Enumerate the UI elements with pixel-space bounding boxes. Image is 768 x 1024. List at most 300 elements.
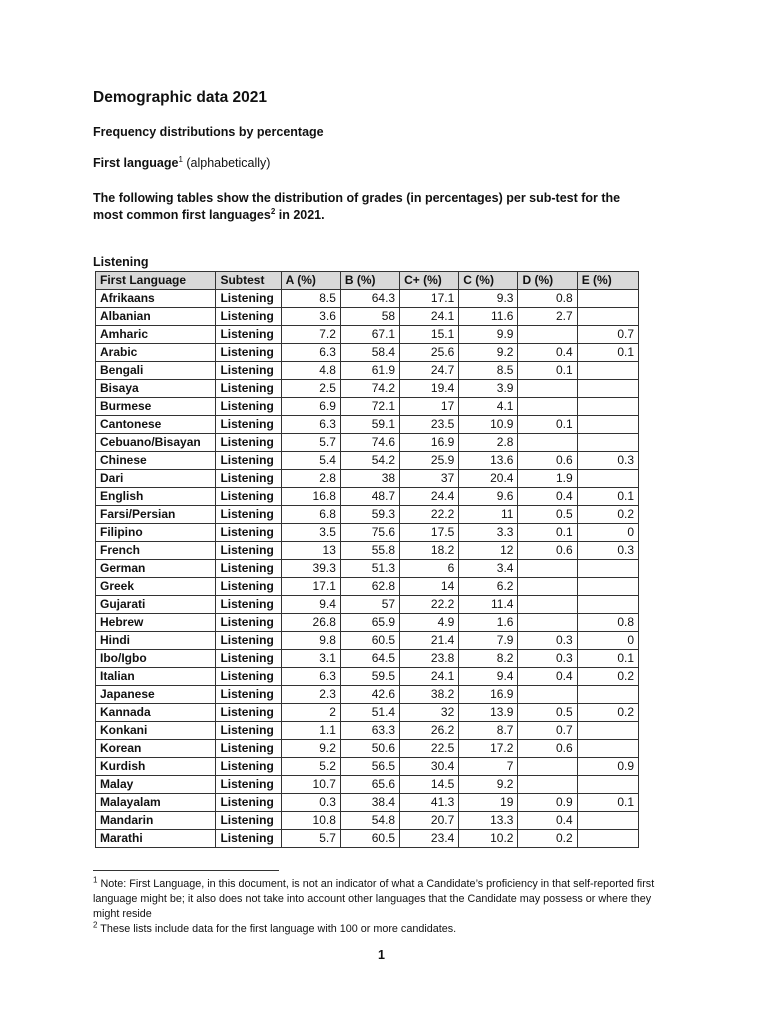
- percentage-cell: [518, 686, 577, 704]
- subtest-cell: Listening: [216, 308, 281, 326]
- percentage-cell: 59.5: [340, 668, 399, 686]
- percentage-cell: [577, 812, 638, 830]
- intro-text-a: The following tables show the distribution of grades (in percentages) per sub-test for the most common first languages: [93, 191, 621, 222]
- percentage-cell: 6: [400, 560, 459, 578]
- percentage-cell: [577, 434, 638, 452]
- percentage-cell: 17.2: [459, 740, 518, 758]
- percentage-cell: 7.9: [459, 632, 518, 650]
- percentage-cell: 3.5: [281, 524, 340, 542]
- percentage-cell: [577, 578, 638, 596]
- footnote-ref-1: 1: [178, 154, 183, 164]
- percentage-cell: 1.9: [518, 470, 577, 488]
- table-row: [96, 596, 639, 614]
- language-cell: German: [96, 560, 216, 578]
- percentage-cell: 20.7: [400, 812, 459, 830]
- percentage-cell: 42.6: [340, 686, 399, 704]
- subtest-cell: Listening: [216, 812, 281, 830]
- percentage-cell: 58: [340, 308, 399, 326]
- percentage-cell: [577, 740, 638, 758]
- column-header: E (%): [577, 272, 638, 290]
- percentage-cell: 9.3: [459, 290, 518, 308]
- table-row: [96, 740, 639, 758]
- column-header: First Language: [96, 272, 216, 290]
- subtest-cell: Listening: [216, 704, 281, 722]
- percentage-cell: 23.4: [400, 830, 459, 848]
- percentage-cell: [577, 470, 638, 488]
- percentage-cell: 0.1: [518, 416, 577, 434]
- percentage-cell: [518, 776, 577, 794]
- percentage-cell: 0.1: [518, 524, 577, 542]
- percentage-cell: [577, 776, 638, 794]
- percentage-cell: 38.2: [400, 686, 459, 704]
- subtest-cell: Listening: [216, 650, 281, 668]
- subtest-cell: Listening: [216, 398, 281, 416]
- percentage-cell: 26.2: [400, 722, 459, 740]
- percentage-cell: 51.4: [340, 704, 399, 722]
- subtest-cell: Listening: [216, 434, 281, 452]
- percentage-cell: 38: [340, 470, 399, 488]
- table-row: [96, 614, 639, 632]
- subtest-cell: Listening: [216, 506, 281, 524]
- percentage-cell: [577, 380, 638, 398]
- percentage-cell: 0.6: [518, 740, 577, 758]
- subtest-cell: Listening: [216, 578, 281, 596]
- language-cell: French: [96, 542, 216, 560]
- percentage-cell: 2: [281, 704, 340, 722]
- subtest-cell: Listening: [216, 560, 281, 578]
- percentage-cell: 25.9: [400, 452, 459, 470]
- percentage-cell: 1.6: [459, 614, 518, 632]
- language-cell: Chinese: [96, 452, 216, 470]
- footnote-2-text: These lists include data for the first language with 100 or more candidates.: [97, 923, 457, 935]
- percentage-cell: 51.3: [340, 560, 399, 578]
- percentage-cell: [518, 596, 577, 614]
- percentage-cell: 0.1: [577, 794, 638, 812]
- language-cell: Kannada: [96, 704, 216, 722]
- language-cell: Malayalam: [96, 794, 216, 812]
- language-cell: Konkani: [96, 722, 216, 740]
- percentage-cell: 2.5: [281, 380, 340, 398]
- table-row: [96, 776, 639, 794]
- grade-distribution-table: [95, 271, 639, 848]
- percentage-cell: [577, 362, 638, 380]
- percentage-cell: 25.6: [400, 344, 459, 362]
- table-row: [96, 668, 639, 686]
- subtest-cell: Listening: [216, 488, 281, 506]
- first-language-suffix: (alphabetically): [182, 156, 271, 170]
- percentage-cell: 67.1: [340, 326, 399, 344]
- percentage-cell: 13.9: [459, 704, 518, 722]
- table-row: [96, 362, 639, 380]
- percentage-cell: [518, 326, 577, 344]
- percentage-cell: 62.8: [340, 578, 399, 596]
- subtest-cell: Listening: [216, 776, 281, 794]
- table-row: [96, 416, 639, 434]
- percentage-cell: 19.4: [400, 380, 459, 398]
- percentage-cell: 9.4: [281, 596, 340, 614]
- percentage-cell: 8.5: [281, 290, 340, 308]
- subtest-cell: Listening: [216, 614, 281, 632]
- percentage-cell: 3.1: [281, 650, 340, 668]
- percentage-cell: 50.6: [340, 740, 399, 758]
- percentage-cell: 64.5: [340, 650, 399, 668]
- percentage-cell: 3.3: [459, 524, 518, 542]
- percentage-cell: 60.5: [340, 830, 399, 848]
- subtest-cell: Listening: [216, 290, 281, 308]
- table-row: [96, 524, 639, 542]
- first-language-label: First language: [93, 156, 179, 170]
- language-cell: Gujarati: [96, 596, 216, 614]
- percentage-cell: 11.6: [459, 308, 518, 326]
- percentage-cell: 0.2: [577, 704, 638, 722]
- percentage-cell: 38.4: [340, 794, 399, 812]
- subtest-cell: Listening: [216, 596, 281, 614]
- table-row: [96, 704, 639, 722]
- table-row: [96, 470, 639, 488]
- percentage-cell: [577, 416, 638, 434]
- table-row: [96, 344, 639, 362]
- subtest-cell: Listening: [216, 344, 281, 362]
- language-cell: Mandarin: [96, 812, 216, 830]
- percentage-cell: 0.5: [518, 704, 577, 722]
- percentage-cell: 26.8: [281, 614, 340, 632]
- column-header: C (%): [459, 272, 518, 290]
- percentage-cell: 63.3: [340, 722, 399, 740]
- percentage-cell: 13.6: [459, 452, 518, 470]
- percentage-cell: 0.3: [577, 452, 638, 470]
- language-cell: Marathi: [96, 830, 216, 848]
- percentage-cell: [577, 830, 638, 848]
- percentage-cell: 22.2: [400, 596, 459, 614]
- percentage-cell: 0.2: [577, 668, 638, 686]
- percentage-cell: 8.7: [459, 722, 518, 740]
- percentage-cell: 0.1: [577, 344, 638, 362]
- table-row: [96, 398, 639, 416]
- percentage-cell: 6.9: [281, 398, 340, 416]
- percentage-cell: 6.8: [281, 506, 340, 524]
- percentage-cell: 14: [400, 578, 459, 596]
- percentage-cell: 17.1: [281, 578, 340, 596]
- percentage-cell: 11.4: [459, 596, 518, 614]
- percentage-cell: 10.7: [281, 776, 340, 794]
- footnote-ref-2: 2: [270, 206, 276, 216]
- table-body: [96, 290, 639, 848]
- percentage-cell: 0.7: [577, 326, 638, 344]
- table-row: [96, 380, 639, 398]
- percentage-cell: 19: [459, 794, 518, 812]
- percentage-cell: 0.9: [577, 758, 638, 776]
- percentage-cell: 9.2: [281, 740, 340, 758]
- percentage-cell: [577, 560, 638, 578]
- percentage-cell: 4.8: [281, 362, 340, 380]
- percentage-cell: 57: [340, 596, 399, 614]
- subtest-cell: Listening: [216, 722, 281, 740]
- page-title: Demographic data 2021: [93, 89, 268, 106]
- percentage-cell: 9.2: [459, 344, 518, 362]
- footnote-divider: [93, 870, 279, 871]
- footnote-1: [93, 877, 673, 922]
- percentage-cell: 2.8: [281, 470, 340, 488]
- percentage-cell: 0.9: [518, 794, 577, 812]
- percentage-cell: 22.5: [400, 740, 459, 758]
- language-cell: Greek: [96, 578, 216, 596]
- subtest-cell: Listening: [216, 452, 281, 470]
- percentage-cell: 22.2: [400, 506, 459, 524]
- table-row: [96, 434, 639, 452]
- percentage-cell: 2.7: [518, 308, 577, 326]
- percentage-cell: 8.5: [459, 362, 518, 380]
- percentage-cell: 1.1: [281, 722, 340, 740]
- table-row: [96, 794, 639, 812]
- percentage-cell: [577, 398, 638, 416]
- column-header: D (%): [518, 272, 577, 290]
- subtest-cell: Listening: [216, 524, 281, 542]
- percentage-cell: 61.9: [340, 362, 399, 380]
- percentage-cell: 12: [459, 542, 518, 560]
- percentage-cell: 0.3: [281, 794, 340, 812]
- percentage-cell: 9.9: [459, 326, 518, 344]
- language-cell: Bengali: [96, 362, 216, 380]
- percentage-cell: 7: [459, 758, 518, 776]
- percentage-cell: [518, 614, 577, 632]
- percentage-cell: 0.4: [518, 668, 577, 686]
- percentage-cell: [518, 758, 577, 776]
- percentage-cell: 0.7: [518, 722, 577, 740]
- language-cell: Italian: [96, 668, 216, 686]
- column-header: Subtest: [216, 272, 281, 290]
- language-cell: English: [96, 488, 216, 506]
- table-row: [96, 650, 639, 668]
- percentage-cell: 5.7: [281, 830, 340, 848]
- subtest-cell: Listening: [216, 326, 281, 344]
- language-cell: Ibo/Igbo: [96, 650, 216, 668]
- percentage-cell: 48.7: [340, 488, 399, 506]
- percentage-cell: 0.2: [518, 830, 577, 848]
- language-cell: Filipino: [96, 524, 216, 542]
- language-cell: Japanese: [96, 686, 216, 704]
- language-cell: Hebrew: [96, 614, 216, 632]
- percentage-cell: [577, 290, 638, 308]
- percentage-cell: 0.5: [518, 506, 577, 524]
- subtest-cell: Listening: [216, 830, 281, 848]
- table-row: [96, 488, 639, 506]
- percentage-cell: 13: [281, 542, 340, 560]
- column-header: B (%): [340, 272, 399, 290]
- percentage-cell: 0.6: [518, 542, 577, 560]
- percentage-cell: 3.9: [459, 380, 518, 398]
- percentage-cell: 0.1: [518, 362, 577, 380]
- percentage-cell: 75.6: [340, 524, 399, 542]
- percentage-cell: 41.3: [400, 794, 459, 812]
- footnotes: [93, 877, 673, 937]
- percentage-cell: 54.2: [340, 452, 399, 470]
- percentage-cell: 8.2: [459, 650, 518, 668]
- percentage-cell: 0.3: [577, 542, 638, 560]
- language-cell: Dari: [96, 470, 216, 488]
- percentage-cell: 2.3: [281, 686, 340, 704]
- percentage-cell: 65.6: [340, 776, 399, 794]
- table-row: [96, 686, 639, 704]
- footnote-1-marker: 1: [93, 875, 98, 885]
- percentage-cell: 4.1: [459, 398, 518, 416]
- percentage-cell: 30.4: [400, 758, 459, 776]
- table-row: [96, 308, 639, 326]
- percentage-cell: 65.9: [340, 614, 399, 632]
- language-cell: Burmese: [96, 398, 216, 416]
- percentage-cell: 13.3: [459, 812, 518, 830]
- table-row: [96, 452, 639, 470]
- percentage-cell: 6.3: [281, 416, 340, 434]
- percentage-cell: 58.4: [340, 344, 399, 362]
- percentage-cell: 0: [577, 632, 638, 650]
- percentage-cell: [577, 722, 638, 740]
- section-label-listening: Listening: [93, 255, 149, 269]
- percentage-cell: 0.8: [518, 290, 577, 308]
- percentage-cell: [577, 308, 638, 326]
- percentage-cell: 10.9: [459, 416, 518, 434]
- percentage-cell: 6.3: [281, 344, 340, 362]
- percentage-cell: 3.4: [459, 560, 518, 578]
- percentage-cell: 9.4: [459, 668, 518, 686]
- language-cell: Arabic: [96, 344, 216, 362]
- percentage-cell: 74.2: [340, 380, 399, 398]
- percentage-cell: 24.1: [400, 668, 459, 686]
- language-cell: Afrikaans: [96, 290, 216, 308]
- percentage-cell: 21.4: [400, 632, 459, 650]
- percentage-cell: [518, 434, 577, 452]
- percentage-cell: 54.8: [340, 812, 399, 830]
- footnote-1-text: Note: First Language, in this document, is not an indicator of what a Candidate’s proficiency in that self-reported first language might be; it also does not take into account other languages that the Candidate may possess or where they might reside: [93, 878, 655, 920]
- percentage-cell: 10.8: [281, 812, 340, 830]
- percentage-cell: 56.5: [340, 758, 399, 776]
- percentage-cell: 15.1: [400, 326, 459, 344]
- percentage-cell: 18.2: [400, 542, 459, 560]
- subtest-cell: Listening: [216, 794, 281, 812]
- percentage-cell: 4.9: [400, 614, 459, 632]
- subtest-cell: Listening: [216, 668, 281, 686]
- percentage-cell: 59.1: [340, 416, 399, 434]
- table-row: [96, 758, 639, 776]
- table-row: [96, 812, 639, 830]
- percentage-cell: [518, 398, 577, 416]
- language-cell: Kurdish: [96, 758, 216, 776]
- percentage-cell: 6.2: [459, 578, 518, 596]
- table-row: [96, 290, 639, 308]
- percentage-cell: [518, 578, 577, 596]
- percentage-cell: 16.8: [281, 488, 340, 506]
- subtest-cell: Listening: [216, 740, 281, 758]
- percentage-cell: 17.5: [400, 524, 459, 542]
- subtest-cell: Listening: [216, 470, 281, 488]
- table-row: [96, 560, 639, 578]
- percentage-cell: 9.6: [459, 488, 518, 506]
- percentage-cell: 5.7: [281, 434, 340, 452]
- footnote-2: [93, 922, 673, 937]
- percentage-cell: 9.8: [281, 632, 340, 650]
- language-cell: Korean: [96, 740, 216, 758]
- table-row: [96, 506, 639, 524]
- page-number: 1: [378, 948, 385, 962]
- percentage-cell: 17.1: [400, 290, 459, 308]
- language-cell: Cantonese: [96, 416, 216, 434]
- subtest-cell: Listening: [216, 542, 281, 560]
- language-cell: Bisaya: [96, 380, 216, 398]
- percentage-cell: 23.8: [400, 650, 459, 668]
- language-cell: Albanian: [96, 308, 216, 326]
- percentage-cell: 64.3: [340, 290, 399, 308]
- percentage-cell: 3.6: [281, 308, 340, 326]
- language-cell: Malay: [96, 776, 216, 794]
- percentage-cell: 0.4: [518, 344, 577, 362]
- percentage-cell: 32: [400, 704, 459, 722]
- subtest-cell: Listening: [216, 758, 281, 776]
- percentage-cell: 37: [400, 470, 459, 488]
- percentage-cell: 0.4: [518, 812, 577, 830]
- percentage-cell: [518, 380, 577, 398]
- percentage-cell: 24.7: [400, 362, 459, 380]
- percentage-cell: [577, 686, 638, 704]
- percentage-cell: 5.4: [281, 452, 340, 470]
- percentage-cell: [577, 596, 638, 614]
- table-row: [96, 326, 639, 344]
- footnote-2-marker: 2: [93, 920, 98, 930]
- percentage-cell: 17: [400, 398, 459, 416]
- percentage-cell: 0.1: [577, 650, 638, 668]
- percentage-cell: 2.8: [459, 434, 518, 452]
- percentage-cell: 24.1: [400, 308, 459, 326]
- percentage-cell: 9.2: [459, 776, 518, 794]
- percentage-cell: 0.8: [577, 614, 638, 632]
- table-row: [96, 578, 639, 596]
- intro-paragraph: [93, 190, 653, 224]
- percentage-cell: 59.3: [340, 506, 399, 524]
- percentage-cell: 24.4: [400, 488, 459, 506]
- percentage-cell: 0.3: [518, 650, 577, 668]
- percentage-cell: 39.3: [281, 560, 340, 578]
- percentage-cell: 60.5: [340, 632, 399, 650]
- percentage-cell: 0.3: [518, 632, 577, 650]
- percentage-cell: 0: [577, 524, 638, 542]
- percentage-cell: 72.1: [340, 398, 399, 416]
- language-cell: Hindi: [96, 632, 216, 650]
- table-row: [96, 830, 639, 848]
- page-subtitle: Frequency distributions by percentage: [93, 125, 324, 139]
- percentage-cell: 6.3: [281, 668, 340, 686]
- percentage-cell: 16.9: [400, 434, 459, 452]
- percentage-cell: 20.4: [459, 470, 518, 488]
- percentage-cell: 14.5: [400, 776, 459, 794]
- table-row: [96, 722, 639, 740]
- percentage-cell: 16.9: [459, 686, 518, 704]
- language-cell: Cebuano/Bisayan: [96, 434, 216, 452]
- percentage-cell: 10.2: [459, 830, 518, 848]
- percentage-cell: 23.5: [400, 416, 459, 434]
- intro-text-b: in 2021.: [275, 208, 325, 222]
- percentage-cell: 0.6: [518, 452, 577, 470]
- subtest-cell: Listening: [216, 416, 281, 434]
- first-language-heading: [93, 156, 270, 170]
- percentage-cell: 11: [459, 506, 518, 524]
- subtest-cell: Listening: [216, 632, 281, 650]
- subtest-cell: Listening: [216, 362, 281, 380]
- percentage-cell: [518, 560, 577, 578]
- percentage-cell: 0.1: [577, 488, 638, 506]
- language-cell: Farsi/Persian: [96, 506, 216, 524]
- column-header: C+ (%): [400, 272, 459, 290]
- column-header: A (%): [281, 272, 340, 290]
- percentage-cell: 74.6: [340, 434, 399, 452]
- percentage-cell: 0.4: [518, 488, 577, 506]
